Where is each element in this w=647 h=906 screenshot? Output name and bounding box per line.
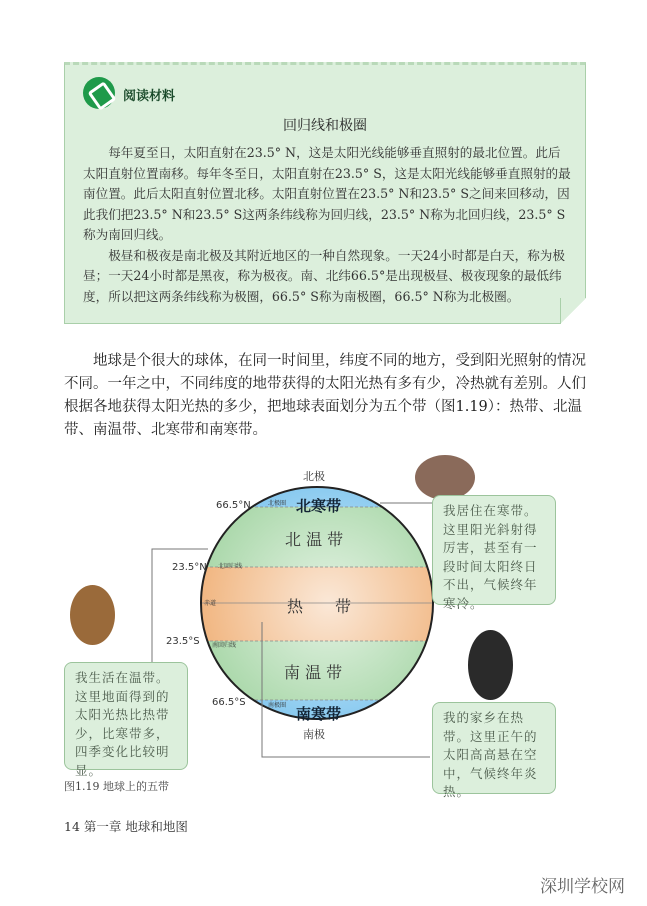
south-pole-label: 南极 <box>303 728 325 741</box>
lat-23s-label: 23.5°S <box>166 636 200 647</box>
reading-paragraph: 极昼和极夜是南北极及其附近地区的一种自然现象。一天24小时都是白天，称为极昼；一天24小时都是黑夜，称为极夜。南、北纬66.5°是出现极昼、极夜现象的最低纬度，所以把这两条纬线称为极圈，66.5° S称为南极圈，66.5° N称为北极圈。 <box>83 247 565 304</box>
equator-label: 赤道 <box>204 600 217 607</box>
frigid-speech-bubble: 我居住在寒带。这里阳光斜射得厉害，甚至有一段时间太阳终日不出，气候终年寒冷。 <box>432 495 556 605</box>
tropic-capricorn-label: 南回归线 <box>212 642 237 649</box>
reading-tag: 阅读材料 <box>123 89 176 104</box>
lat-23n-label: 23.5°N <box>172 562 207 573</box>
figure-caption: 图1.19 地球上的五带 <box>64 780 169 793</box>
reading-paragraph: 每年夏至日，太阳直射在23.5° N，这是太阳光线能够垂直照射的最北位置。此后太阳直射位置南移。每年冬至日，太阳直射在23.5° S，这是太阳光线能够垂直照射的最南位置。此后太阳直射位置北移。太阳直射位置在23.5° N和23.5° S之间来回移动，因此我们把23.5° N和23.5° S这两条纬线称为回归线，23.5° N称为北回归线，23.5° S称为南回归线。 <box>83 145 571 242</box>
south-frigid-label: 南寒带 <box>296 705 342 723</box>
antarctic-circle-label: 南极圈 <box>268 702 287 709</box>
lat-66s-label: 66.5°S <box>212 697 246 708</box>
frigid-person-illustration <box>415 455 475 500</box>
arctic-circle-label: 北极圈 <box>268 500 287 507</box>
lat-66n-label: 66.5°N <box>216 500 251 511</box>
south-temperate-label: 南 温 带 <box>284 663 343 682</box>
reading-title: 回归线和极圈 <box>283 118 367 134</box>
north-pole-label: 北极 <box>303 470 325 483</box>
tropical-label: 带 <box>335 597 352 616</box>
tropical-label: 热 <box>287 597 304 616</box>
temperate-person-illustration <box>70 585 115 645</box>
north-frigid-label: 北寒带 <box>296 497 342 515</box>
page-footer: 14 第一章 地球和地图 <box>64 819 188 834</box>
body-paragraph: 地球是个很大的球体，在同一时间里，纬度不同的地方，受到阳光照射的情况不同。一年之中，不同纬度的地带获得的太阳光热有多有少，冷热就有差别。人们根据各地获得太阳光热的多少，把地球表面划分为五个带（图1.19）：热带、北温带、南温带、北寒带和南寒带。 <box>64 353 586 438</box>
tropic-cancer-label: 北回归线 <box>218 563 243 570</box>
tropical-person-illustration <box>468 630 513 700</box>
north-temperate-label: 北 温 带 <box>285 530 344 549</box>
tropical-speech-bubble: 我的家乡在热带。这里正午的太阳高高悬在空中，气候终年炎热。 <box>432 702 556 794</box>
watermark: 深圳学校网 <box>540 877 625 897</box>
temperate-speech-bubble: 我生活在温带。这里地面得到的太阳光热比热带少，比寒带多，四季变化比较明显。 <box>64 662 188 770</box>
